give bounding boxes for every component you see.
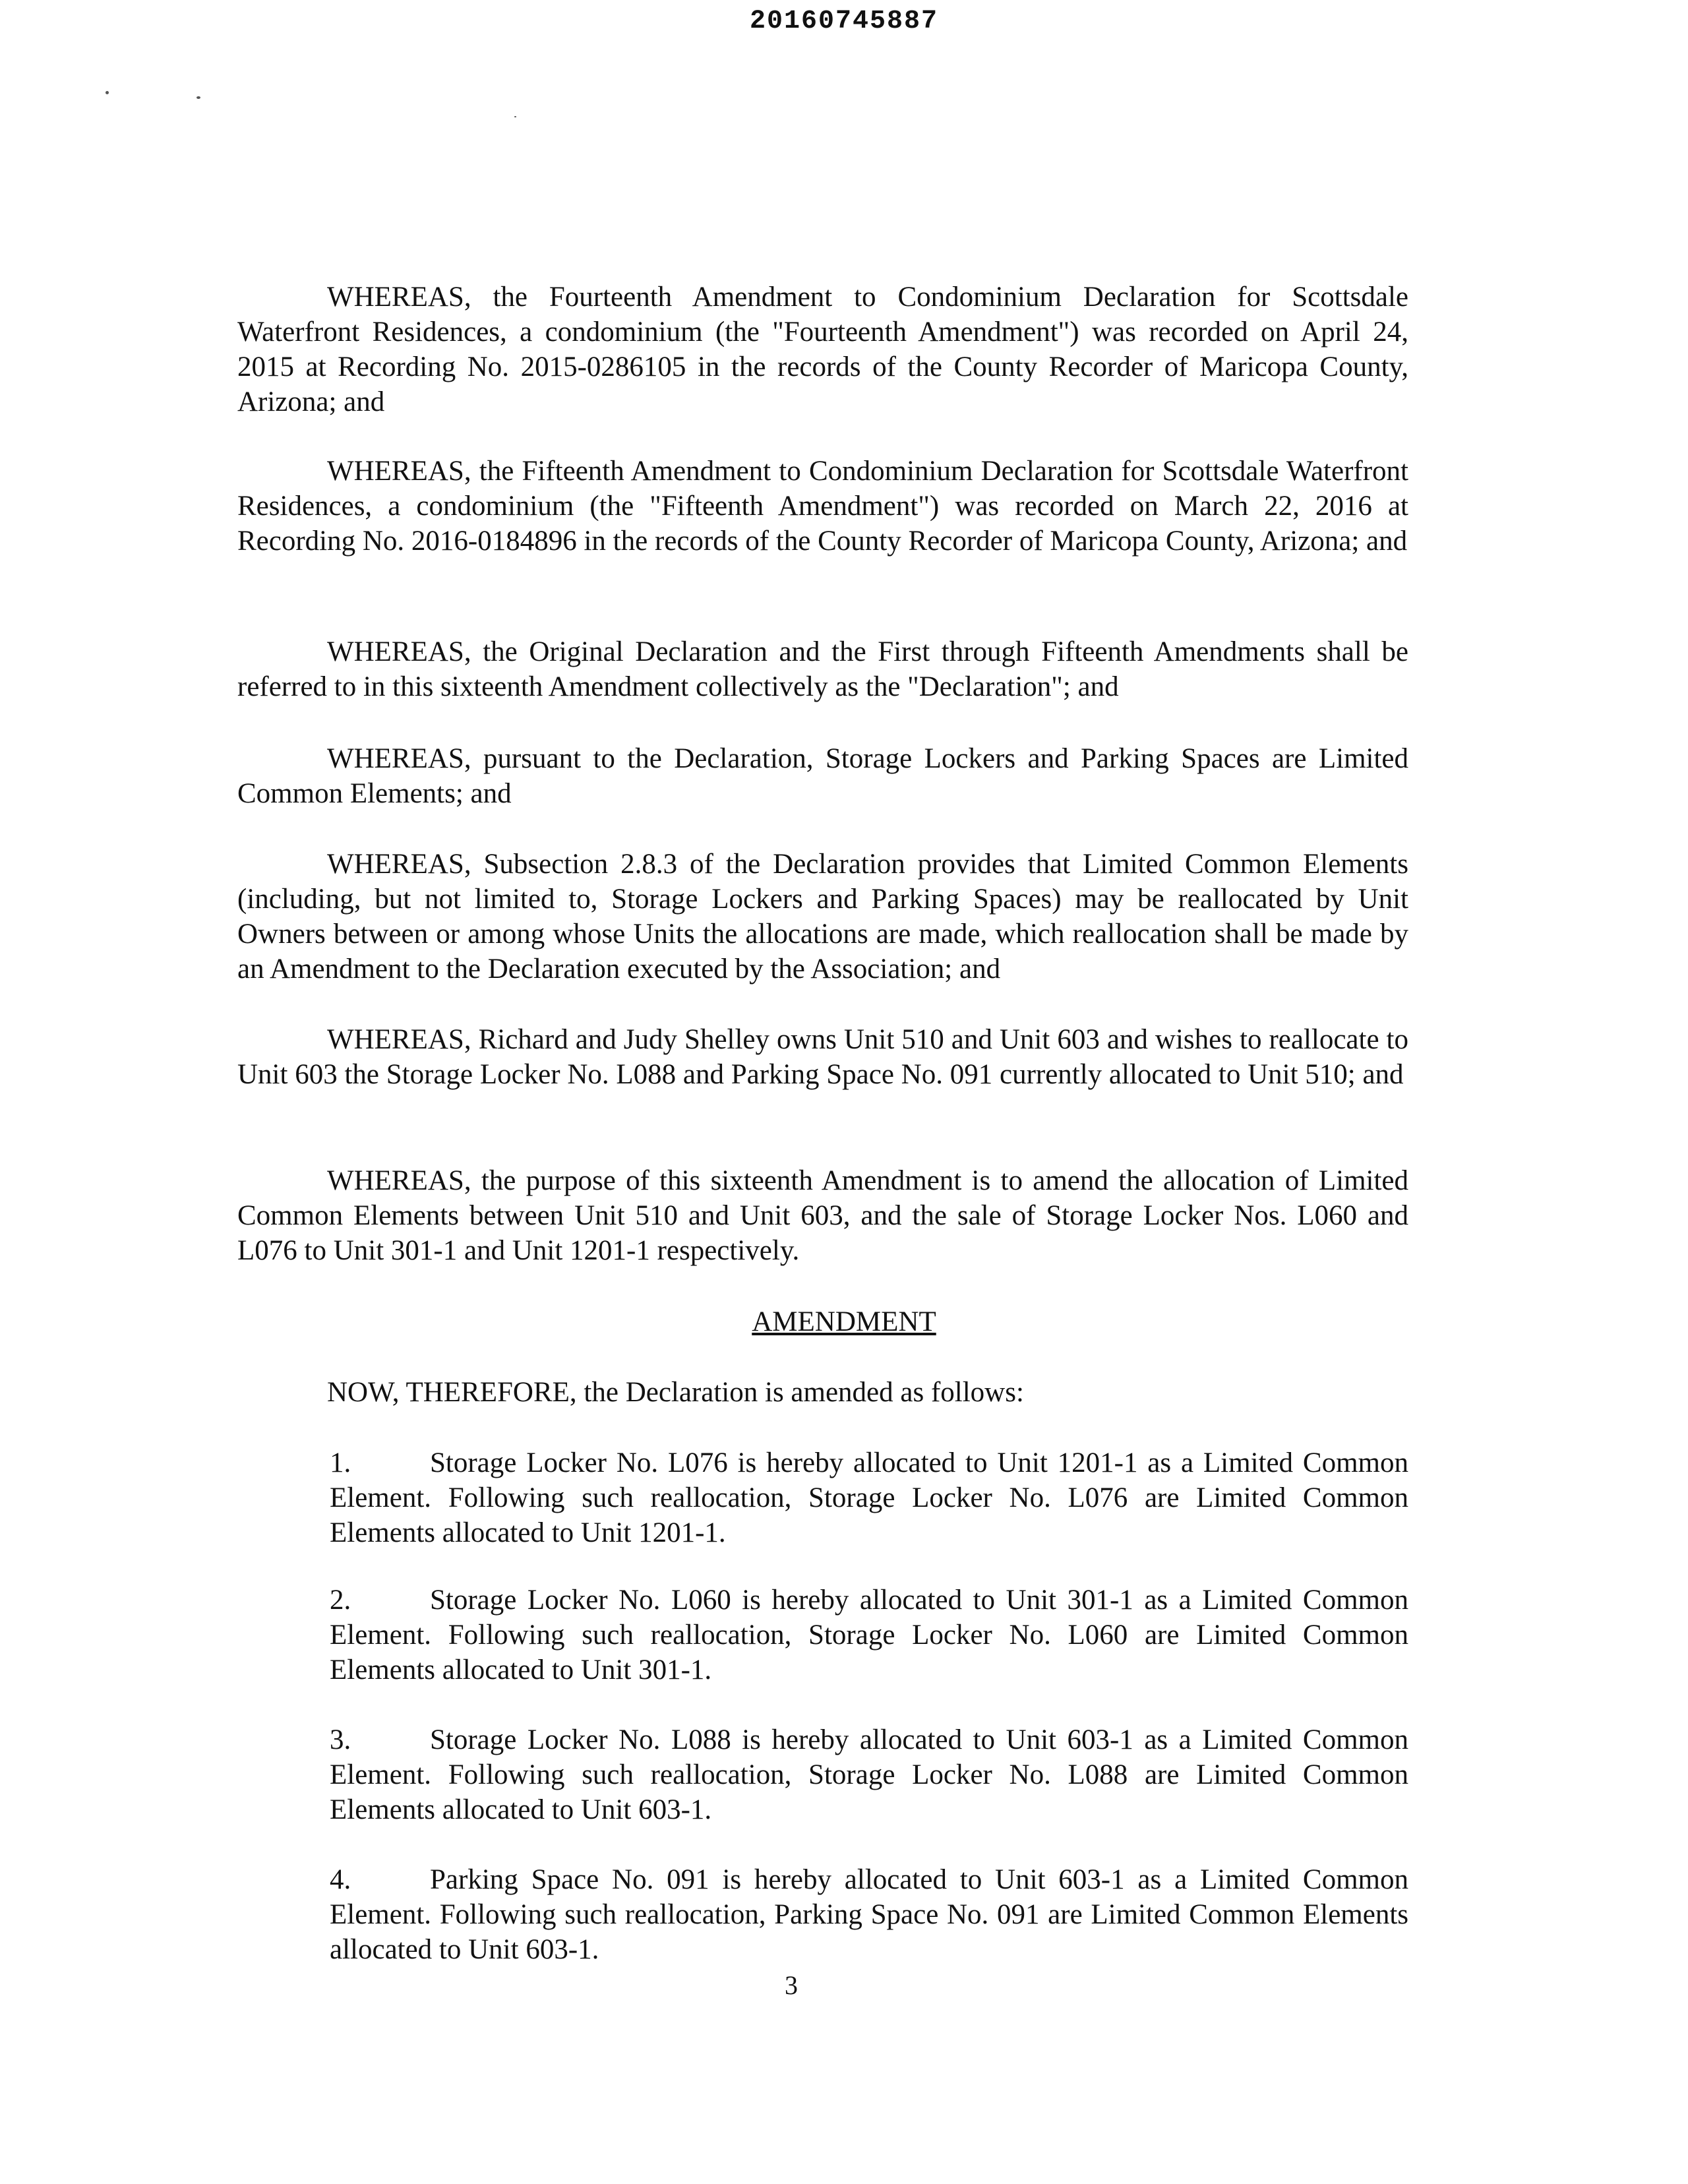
item-text: Storage Locker No. L076 is hereby allocated to Unit 1201-1 as a Limited Common Element. Following such reallocation, Storage Locker No. L076 are Limited Common Elements allocated to Unit 1201-1. [330,1447,1408,1548]
whereas-paragraph-3: WHEREAS, the Original Declaration and the First through Fifteenth Amendments shall be referred to in this sixteenth Amendment collectively as the "Declaration"; and [237,636,1408,702]
item-number: 2. [330,1585,351,1616]
recording-number: 20160745887 [749,7,939,36]
item-text: Storage Locker No. L060 is hereby allocated to Unit 301-1 as a Limited Common Element. Following such reallocation, Storage Locker No. L060 are Limited Common Elements allocated to Unit 301-1. [330,1585,1408,1685]
amendment-item-3 [330,1722,1408,1827]
item-number: 4. [330,1864,351,1895]
item-text: Parking Space No. 091 is hereby allocated to Unit 603-1 as a Limited Common Element. Following such reallocation, Parking Space No. 091 are Limited Common Elements allocated to Unit 603-1. [330,1864,1408,1965]
amendment-item-2 [330,1583,1408,1687]
scan-speck [514,116,516,117]
whereas-paragraph-2: WHEREAS, the Fifteenth Amendment to Condominium Declaration for Scottsdale Waterfront Residences, a condominium (the "Fifteenth Amendment") was recorded on March 22, 2016 at Recording No. 2016-0184896 in the records of the County Recorder of Maricopa County, Arizona; and [237,456,1408,557]
whereas-paragraph-5: WHEREAS, Subsection 2.8.3 of the Declaration provides that Limited Common Elements (including, but not limited to, Storage Lockers and Parking Spaces) may be reallocated by Unit Owners between or among whose Units the allocations are made, which reallocation shall be made by an Amendment to the Declaration executed by the Association; and [237,849,1408,985]
amendment-item-4 [330,1862,1408,1967]
item-number: 3. [330,1724,351,1755]
whereas-paragraph-6: WHEREAS, Richard and Judy Shelley owns Unit 510 and Unit 603 and wishes to reallocate to Unit 603 the Storage Locker No. L088 and Parking Space No. 091 currently allocated to Unit 510; and [237,1024,1408,1090]
amendment-heading: AMENDMENT [752,1306,936,1337]
whereas-paragraph-4: WHEREAS, pursuant to the Declaration, Storage Lockers and Parking Spaces are Limited Common Elements; and [237,743,1408,809]
whereas-paragraph-1: WHEREAS, the Fourteenth Amendment to Condominium Declaration for Scottsdale Waterfront Residences, a condominium (the "Fourteenth Amendment") was recorded on April 24, 2015 at Recording No. 2015-0286105 in the records of the County Recorder of Maricopa County, Arizona; and [237,282,1408,417]
amendment-item-1 [330,1445,1408,1550]
item-number: 1. [330,1447,351,1478]
scan-speck [106,91,109,94]
page-number: 3 [785,1970,798,2000]
scan-speck [196,96,200,99]
item-text: Storage Locker No. L088 is hereby allocated to Unit 603-1 as a Limited Common Element. Following such reallocation, Storage Locker No. L088 are Limited Common Elements allocated to Unit 603-1. [330,1724,1408,1825]
whereas-paragraph-7: WHEREAS, the purpose of this sixteenth Amendment is to amend the allocation of Limited Common Elements between Unit 510 and Unit 603, and the sale of Storage Locker Nos. L060 and L076 to Unit 301-1 and Unit 1201-1 respectively. [237,1165,1408,1266]
amendment-intro: NOW, THEREFORE, the Declaration is amended as follows: [327,1377,1024,1408]
